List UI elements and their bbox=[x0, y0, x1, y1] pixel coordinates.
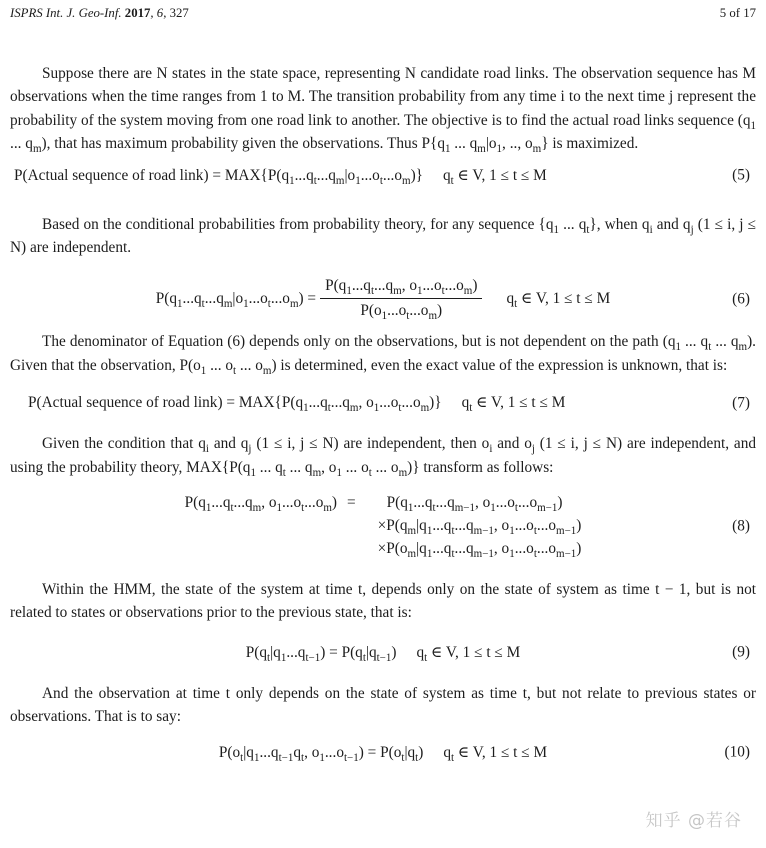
equation-9-number: (9) bbox=[732, 643, 750, 661]
paragraph-denominator: The denominator of Equation (6) depends only on the observations, but is not dependent on the path ($q_1$ ... $q_t$ ... $q_m$). Given that the observation, $P(o_1$ ... $o_t$ ... $o_m$) is determined, even the exact value of the expression is unknown, that is: bbox=[10, 333, 756, 377]
equation-8-lhs: $P(q_1...q_t...q_m$, $o_1...o_t...o_m$) bbox=[184, 494, 338, 515]
paragraph-independence: Given the condition that $q_i$ and $q_j$ (1 ≤ i, j ≤ N) are independent, then $o_i$ and $o_j$ (1 ≤ i, j ≤ N) are independent, and using the probability theory, $MAX\{P(q_1$ ... $q_t$ ... $q_m$, $o_1$ ... $o_t$ ... $o_m$)} transform as follows: bbox=[10, 435, 757, 479]
equation-10 bbox=[10, 741, 756, 764]
equation-5-body: P(Actual sequence of road link) = $MAX\{P(q_1...q_t...q_m|o_1...o_t...o_m)\}$ bbox=[14, 166, 424, 187]
journal-volume: , 6 bbox=[150, 6, 164, 20]
journal-name: ISPRS Int. J. Geo-Inf. bbox=[10, 6, 122, 20]
equation-5-condition: $q_t$ ∈ V, 1 ≤ t ≤ M bbox=[443, 166, 547, 187]
equation-7-number: (7) bbox=[732, 394, 750, 412]
equation-10-body: $P(o_t|q_1...q_{t-1}q_t$, $o_1...o_{t-1}) = P(o_t|q_t)$ bbox=[218, 743, 424, 764]
equation-7 bbox=[10, 391, 756, 414]
paragraph-hmm-state: Within the HMM, the state of the system at time t, depends only on the state of system as time t − 1, but is not related to states or observations prior to the previous state, that is: bbox=[10, 581, 756, 622]
equation-8-rhs-line-2: $\times P(q_m|q_1...q_t...q_{m-1}$, $o_1...o_t...o_{m-1}$) bbox=[377, 517, 582, 538]
page-header bbox=[10, 6, 756, 22]
zhihu-watermark: 知乎 @若谷 bbox=[645, 811, 742, 831]
equation-9-body: $P(q_t|q_1...q_{t-1}) = P(q_t|q_{t-1})$ bbox=[245, 643, 397, 664]
equation-8 bbox=[10, 491, 756, 560]
equation-6-denominator: $P(o_1...o_t...o_m)$ bbox=[360, 302, 443, 323]
equation-8-rhs-line-3: $\times P(o_m|q_1...q_t...q_{m-1}$, $o_1...o_t...o_{m-1}$) bbox=[377, 540, 582, 561]
equation-5 bbox=[10, 164, 756, 187]
equation-8-rhs-line-1: $P(q_1...q_t...q_{m-1}$, $o_1...o_t...o_{m-1}$) bbox=[386, 494, 563, 515]
page-number: 5 of 17 bbox=[719, 6, 756, 20]
paragraph-observation: And the observation at time t only depends on the state of system as time t, but not relate to previous states or observations. That is to say: bbox=[10, 684, 756, 726]
equation-8-equals: = bbox=[347, 494, 356, 512]
journal-article: , 327 bbox=[163, 6, 189, 20]
equation-8-number: (8) bbox=[732, 517, 750, 535]
paragraph-conditional-prob: Based on the conditional probabilities from probability theory, for any sequence {$q_1$ ... $q_t$}, when $q_i$ and $q_j$ (1 ≤ i, j ≤ N) are independent. bbox=[10, 215, 756, 257]
equation-6-lhs: $P(q_1...q_t...q_m|o_1...o_t...o_m)$ = bbox=[155, 290, 317, 311]
equation-10-condition: $q_t$ ∈ V, 1 ≤ t ≤ M bbox=[443, 743, 548, 764]
equation-6-fraction bbox=[320, 275, 482, 322]
journal-year: 2017 bbox=[121, 6, 151, 20]
equation-7-body: P(Actual sequence of road link) = $MAX\{P(q_1...q_t...q_m$, $o_1...o_t...o_m$)} bbox=[28, 394, 442, 415]
equation-6-condition: $q_t$ ∈ V, 1 ≤ t ≤ M bbox=[506, 290, 611, 311]
equation-8-rhs bbox=[378, 491, 582, 560]
equation-6 bbox=[10, 275, 756, 322]
equation-9-condition: $q_t$ ∈ V, 1 ≤ t ≤ M bbox=[416, 643, 521, 664]
equation-6-number: (6) bbox=[732, 290, 750, 308]
equation-7-condition: $q_t$ ∈ V, 1 ≤ t ≤ M bbox=[461, 394, 566, 415]
equation-9 bbox=[10, 641, 756, 664]
equation-5-number: (5) bbox=[732, 166, 750, 184]
equation-10-number: (10) bbox=[724, 743, 750, 761]
equation-6-numerator: $P(q_1...q_t...q_m$, $o_1...o_t...o_m$) bbox=[320, 275, 482, 299]
paragraph-intro-states: Suppose there are N states in the state space, representing N candidate road links. The observation sequence has M observations when the time ranges from 1 to M. The transition probability from any time i to the next time j represent the probability of the system moving from one road link to another. The objective is to find the actual road links sequence ($q_1$ ... $q_m$), that has maximum probability given the observations. Thus $P\{q_1$ ... $q_m|o_1$, .., $o_m$} is maximized. bbox=[10, 65, 756, 156]
journal-citation bbox=[10, 6, 189, 21]
